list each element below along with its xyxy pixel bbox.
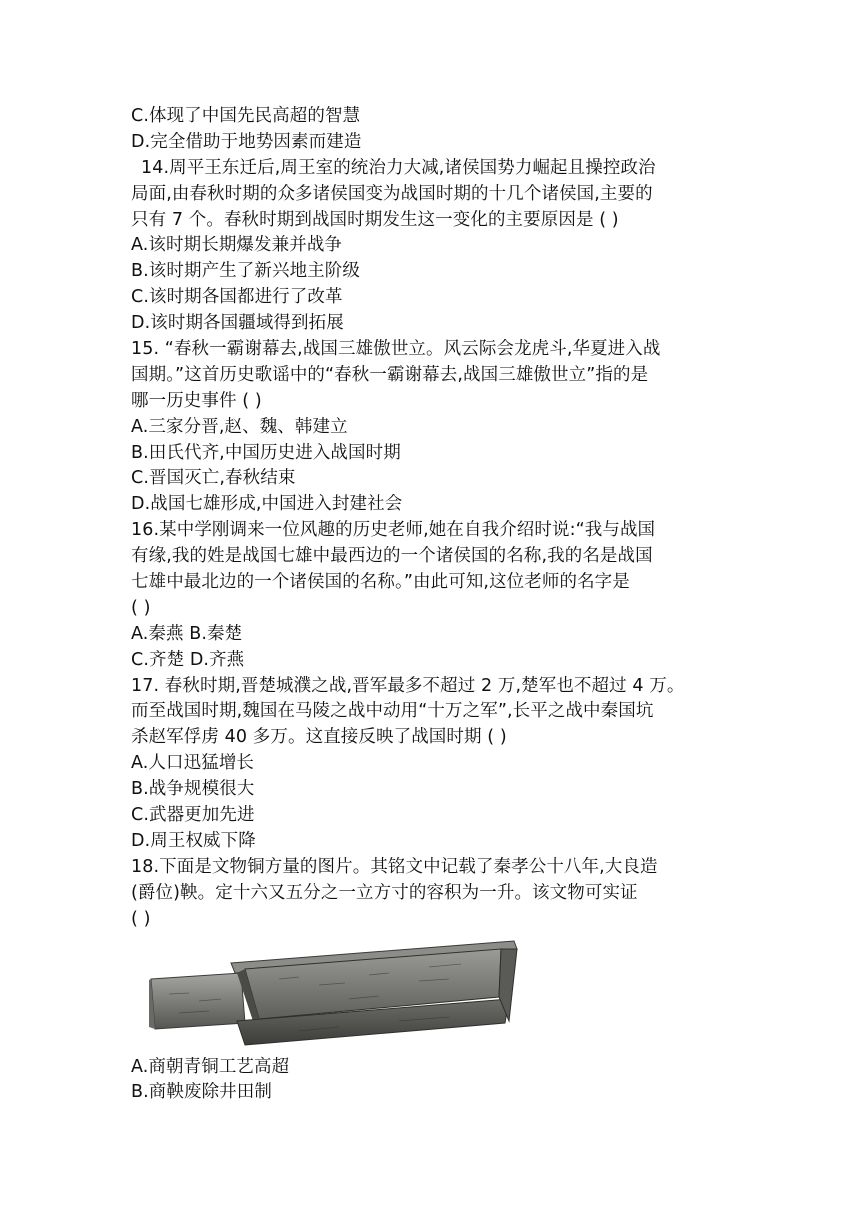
question-18-option-a: A.商朝青铜工艺高超 bbox=[131, 1056, 290, 1077]
question-18-stem-line-3: ( ) bbox=[131, 908, 151, 929]
question-14-stem-line-2: 局面,由春秋时期的众多诸侯国变为战国时期的十几个诸侯国,主要的 bbox=[131, 183, 653, 204]
question-17-stem-line-3: 杀赵军俘虏 40 多万。这直接反映了战国时期 ( ) bbox=[131, 727, 507, 748]
question-17-stem-line-1: 17. 春秋时期,晋楚城濮之战,晋军最多不超过 2 万,楚军也不超过 4 万。 bbox=[131, 675, 685, 696]
bronze-measure-image bbox=[149, 939, 519, 1047]
question-18-option-b: B.商鞅废除井田制 bbox=[131, 1082, 272, 1103]
option-c: C.体现了中国先民高超的智慧 bbox=[131, 106, 361, 126]
question-15-stem-line-1: 15. “春秋一霸谢幕去,战国三雄傲世立。风云际会龙虎斗,华夏进入战 bbox=[131, 339, 661, 360]
question-16-stem-line-1: 16.某中学刚调来一位风趣的历史老师,她在自我介绍时说:“我与战国 bbox=[131, 520, 656, 541]
question-17-option-c: C.武器更加先进 bbox=[131, 805, 255, 826]
option-d: D.完全借助于地势因素而建造 bbox=[131, 131, 362, 152]
question-14-option-d: D.该时期各国疆域得到拓展 bbox=[131, 313, 344, 334]
question-15-option-c: C.晋国灭亡,春秋结束 bbox=[131, 468, 296, 489]
question-16-options-cd: C.齐楚 D.齐燕 bbox=[131, 649, 245, 670]
question-15-option-b: B.田氏代齐,中国历史进入战国时期 bbox=[131, 442, 401, 463]
question-17-option-b: B.战争规模很大 bbox=[131, 779, 255, 800]
question-14-option-a: A.该时期长期爆发兼并战争 bbox=[131, 235, 343, 256]
exam-content bbox=[131, 104, 731, 1106]
question-15-stem-line-3: 哪一历史事件 ( ) bbox=[131, 390, 262, 411]
question-17-option-d: D.周王权威下降 bbox=[131, 830, 256, 851]
question-17-stem-line-2: 而至战国时期,魏国在马陵之战中动用“十万之军”,长平之战中秦国坑 bbox=[131, 701, 654, 722]
question-15-option-a: A.三家分晋,赵、魏、韩建立 bbox=[131, 416, 348, 437]
bronze-measure-figure bbox=[131, 933, 731, 1055]
question-14-option-b: B.该时期产生了新兴地主阶级 bbox=[131, 261, 360, 282]
question-15-option-d: D.战国七雄形成,中国进入封建社会 bbox=[131, 494, 403, 515]
question-14-option-c: C.该时期各国都进行了改革 bbox=[131, 287, 343, 308]
question-16-stem-line-4: ( ) bbox=[131, 597, 151, 618]
question-14-stem-line-3: 只有 7 个。春秋时期到战国时期发生这一变化的主要原因是 ( ) bbox=[131, 209, 619, 230]
question-15-stem-line-2: 国期。”这首历史歌谣中的“春秋一霸谢幕去,战国三雄傲世立”指的是 bbox=[131, 364, 649, 385]
question-18-stem-line-1: 18.下面是文物铜方量的图片。其铭文中记载了秦孝公十八年,大良造 bbox=[131, 856, 658, 877]
question-14-stem-line-1: 14.周平王东迁后,周王室的统治力大减,诸侯国势力崛起且操控政治 bbox=[141, 157, 656, 178]
question-16-stem-line-3: 七雄中最北边的一个诸侯国的名称。”由此可知,这位老师的名字是 bbox=[131, 572, 630, 593]
question-16-options-ab: A.秦燕 B.秦楚 bbox=[131, 623, 243, 644]
question-16-stem-line-2: 有缘,我的姓是战国七雄中最西边的一个诸侯国的名称,我的名是战国 bbox=[131, 546, 653, 567]
question-18-stem-line-2: (爵位)鞅。定十六又五分之一立方寸的容积为一升。该文物可实证 bbox=[131, 882, 638, 903]
question-17-option-a: A.人口迅猛增长 bbox=[131, 753, 255, 774]
